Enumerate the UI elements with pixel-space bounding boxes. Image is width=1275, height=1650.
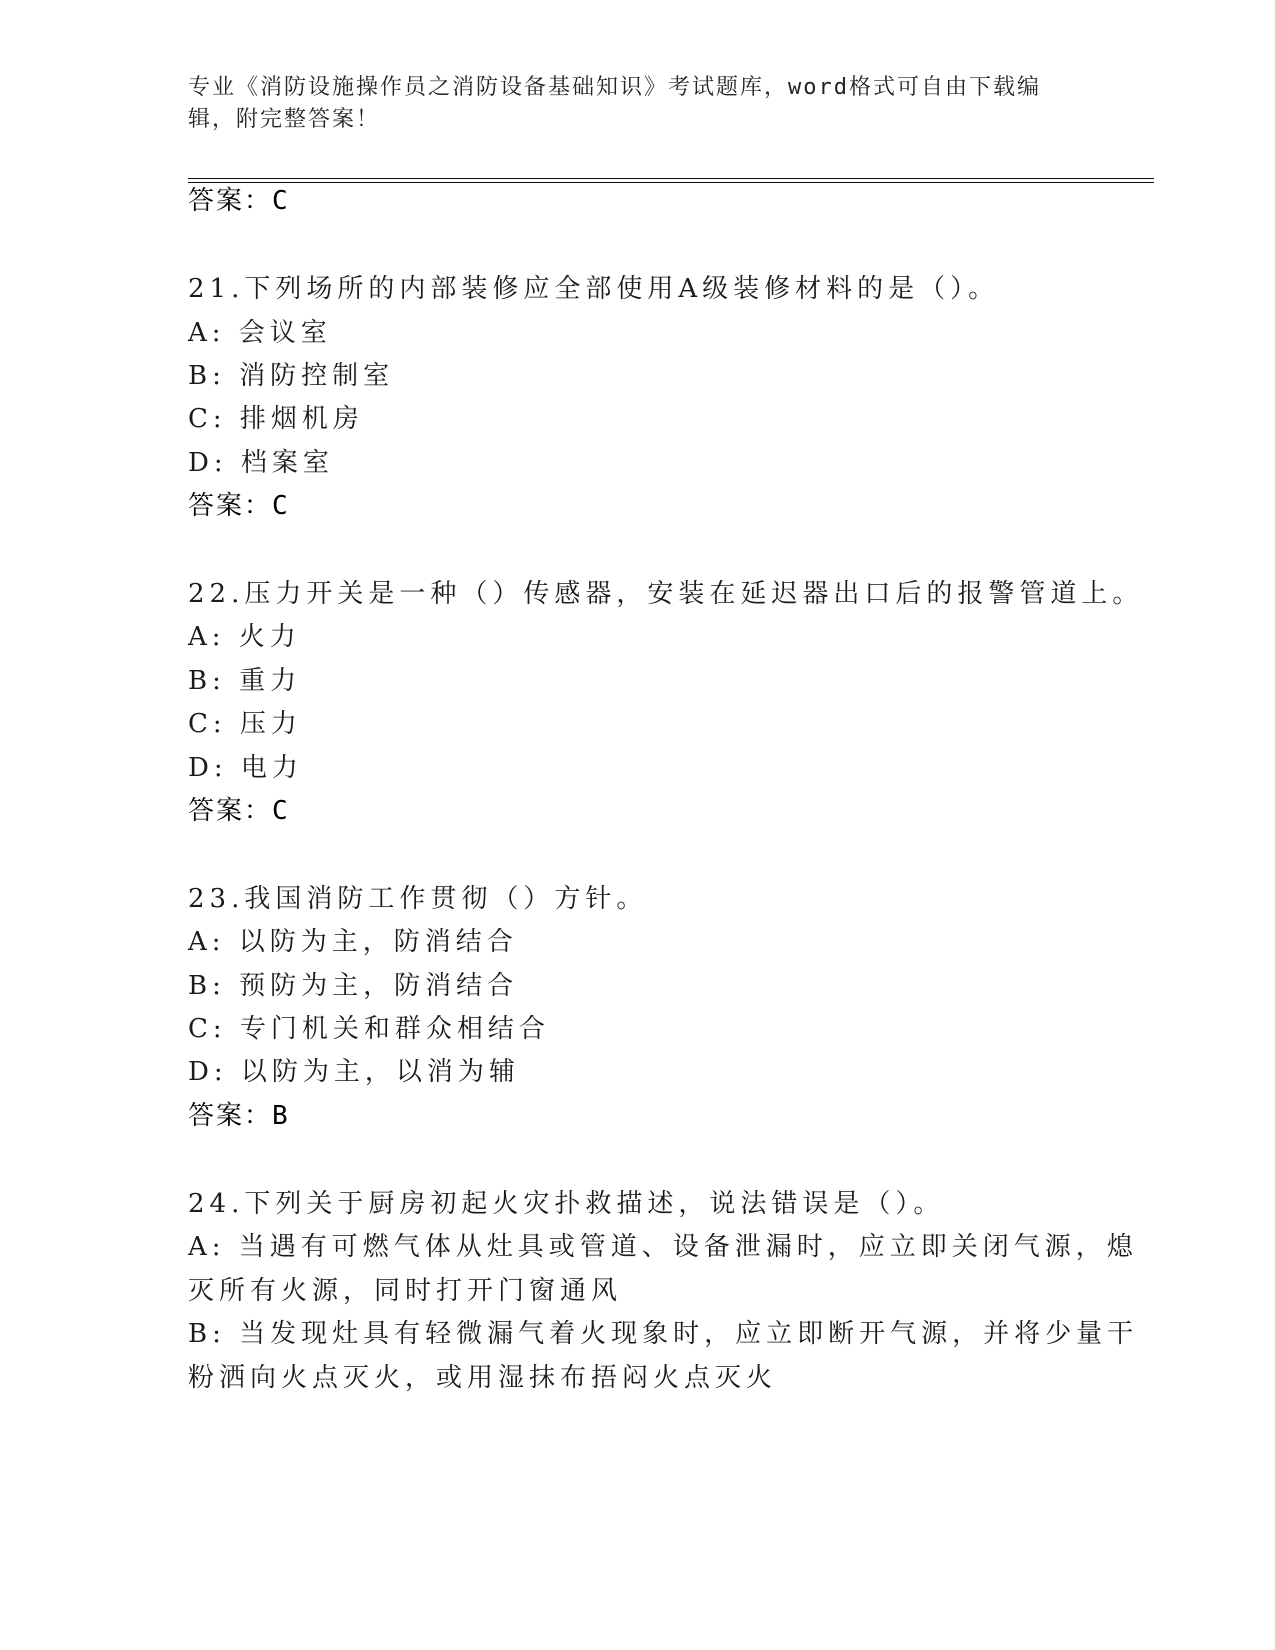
previous-answer bbox=[188, 184, 290, 218]
question-answer bbox=[188, 1099, 290, 1133]
option-a: A: 会议室 bbox=[188, 318, 332, 348]
header-divider-bottom bbox=[188, 182, 1154, 183]
answer-value: B bbox=[272, 1101, 290, 1131]
answer-label: 答案： bbox=[188, 186, 273, 216]
question-stem: 24.下列关于厨房初起火灾扑救描述，说法错误是（）。 bbox=[188, 1189, 945, 1219]
option-b-line-1: B: 当发现灶具有轻微漏气着火现象时，应立即断开气源，并将少量干 bbox=[188, 1319, 1139, 1349]
option-c: C: 排烟机房 bbox=[188, 404, 364, 434]
header-divider-top bbox=[188, 178, 1154, 179]
header-line-2: 辑，附完整答案！ bbox=[188, 107, 381, 132]
option-b: B: 消防控制室 bbox=[188, 361, 395, 391]
option-b-line-2: 粉洒向火点灭火，或用湿抹布捂闷火点灭火 bbox=[188, 1363, 778, 1393]
option-b: B: 预防为主，防消结合 bbox=[188, 971, 519, 1001]
option-a-line-2: 灭所有火源，同时打开门窗通风 bbox=[188, 1276, 623, 1306]
option-a: A: 火力 bbox=[188, 622, 301, 652]
answer-label: 答案： bbox=[188, 1101, 273, 1131]
question-stem: 22.压力开关是一种（）传感器，安装在延迟器出口后的报警管道上。 bbox=[188, 579, 1144, 609]
question-answer bbox=[188, 794, 290, 828]
option-a: A: 以防为主，防消结合 bbox=[188, 927, 518, 957]
document-header bbox=[188, 72, 1088, 136]
question-stem: 23.我国消防工作贯彻（）方针。 bbox=[188, 884, 648, 914]
option-b: B: 重力 bbox=[188, 666, 302, 696]
option-d: D: 以防为主，以消为辅 bbox=[188, 1057, 520, 1087]
answer-value: C bbox=[272, 796, 290, 826]
option-a-line-1: A: 当遇有可燃气体从灶具或管道、设备泄漏时，应立即关闭气源，熄 bbox=[188, 1232, 1138, 1262]
answer-label: 答案： bbox=[188, 796, 273, 826]
option-d: D: 电力 bbox=[188, 753, 303, 783]
option-c: C: 专门机关和群众相结合 bbox=[188, 1014, 550, 1044]
option-d: D: 档案室 bbox=[188, 448, 334, 478]
header-line-1: 专业《消防设施操作员之消防设备基础知识》考试题库，word格式可自由下载编 bbox=[188, 75, 1041, 100]
answer-value: C bbox=[272, 491, 290, 521]
option-c: C: 压力 bbox=[188, 709, 302, 739]
question-answer bbox=[188, 489, 290, 523]
question-stem: 21.下列场所的内部装修应全部使用A级装修材料的是（）。 bbox=[188, 274, 1000, 304]
answer-label: 答案： bbox=[188, 491, 273, 521]
answer-value: C bbox=[272, 186, 290, 216]
